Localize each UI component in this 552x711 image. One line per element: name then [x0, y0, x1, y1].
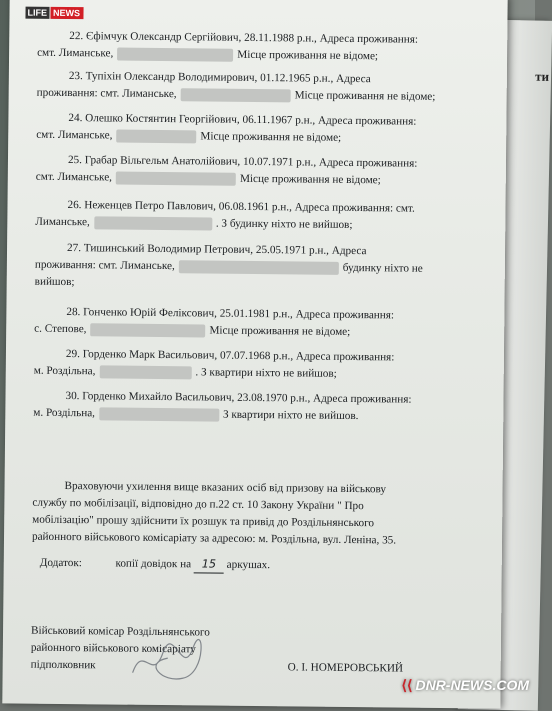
- entry-address: смт. Лиманське,: [36, 128, 113, 142]
- list-item: [6, 387, 496, 423]
- handwritten-signature: [122, 633, 213, 689]
- entry-line-2: [34, 363, 337, 383]
- entry-line-2: [34, 321, 350, 341]
- redaction-mark: [116, 171, 236, 185]
- redaction-mark: [116, 129, 196, 143]
- dnr-news-watermark: [402, 677, 529, 694]
- entry-status: Місце проживання не відоме;: [200, 130, 342, 144]
- watermark-logo-icon: ⟨⟨: [401, 677, 413, 693]
- signature-title-line-1: Військовий комісар Роздільнянського: [30, 624, 210, 639]
- attachment-label: Додаток:: [39, 556, 82, 570]
- attachment-text: копії довідок на: [115, 557, 192, 571]
- entry-address: м. Роздільна,: [33, 406, 96, 420]
- entry-line-1: 22. Єфімчук Олександр Сергійович, 28.11.1988 р.н., Адреса проживання:: [69, 30, 419, 46]
- list-item: [8, 151, 498, 187]
- list-item: [7, 239, 497, 289]
- entry-line-2: [36, 127, 341, 147]
- list-item: [9, 109, 499, 144]
- entry-status: . З будинку ніхто не вийшов;: [215, 217, 353, 232]
- body-line-4: районного військового комісаріату за адресою: м. Роздільна, вул. Леніна, 35.: [31, 530, 397, 547]
- attachment-text-end: аркушах.: [226, 558, 271, 572]
- redaction-mark: [99, 365, 191, 379]
- redaction-mark: [181, 88, 291, 102]
- entry-line-3: вийшов;: [34, 275, 75, 289]
- entry-line-2: [36, 169, 381, 190]
- list-item: [8, 196, 498, 232]
- entry-line-1: 28. Гонченко Юрій Феліксович, 25.01.1981 р.н., Адреса проживання:: [66, 306, 395, 322]
- list-item: [9, 27, 499, 63]
- entry-line-1: 27. Тишинський Володимир Петрович, 25.05.1971 р.н., Адреса: [66, 242, 367, 258]
- entry-address: проживання: смт. Лиманське,: [34, 258, 175, 273]
- redaction-mark: [117, 47, 233, 61]
- attachment-line: [40, 554, 271, 574]
- entry-status: . З квартири ніхто не вийшов;: [195, 366, 337, 380]
- signature-title-line-2: районного військового комісаріату: [30, 641, 196, 656]
- entry-line-2: [37, 85, 436, 106]
- entry-address: проживання: смт. Лиманське,: [36, 86, 177, 101]
- watermark-text: DNR-NEWS.COM: [415, 677, 529, 693]
- entry-line-1: 26. Неженцев Петро Павлович, 06.08.1961 р.н., Адреса проживання: смт.: [67, 199, 415, 215]
- entry-status: Місце проживання не відоме;: [237, 48, 379, 63]
- entry-line-2: [35, 257, 423, 278]
- entry-status: Місце проживання не відоме;: [209, 324, 351, 338]
- document-page: [2, 0, 507, 709]
- signature-rank: підполковник: [30, 658, 96, 672]
- entry-status: Місце проживання не відоме;: [294, 89, 436, 103]
- redaction-mark: [94, 216, 212, 230]
- body-line-2: службу по мобілізації, відповідно до п.22 ст. 10 Закону України " Про: [32, 496, 364, 513]
- entry-address: Лиманське,: [35, 215, 90, 229]
- attachment-count: 15: [194, 555, 224, 573]
- redaction-mark: [90, 323, 205, 337]
- body-line-1: Враховуючи ухилення вище вказаних осіб від призову на військову: [64, 480, 387, 496]
- entry-address: м. Роздільна,: [33, 364, 96, 378]
- entry-address: с. Степове,: [34, 322, 87, 336]
- entry-address: смт. Лиманське,: [37, 46, 114, 60]
- entry-line-1: 25. Грабар Вільгельм Анатолійович, 10.07.1971 р.н., Адреса проживання:: [67, 154, 418, 170]
- list-item: [6, 303, 496, 338]
- entry-line-1: 24. Олешко Костянтин Георгійович, 06.11.1967 р.н., Адреса проживання:: [68, 112, 417, 128]
- redaction-mark: [179, 260, 339, 275]
- list-item: [6, 345, 496, 380]
- entry-line-1: 23. Тупіхін Олександр Володимирович, 01.12.1965 р.н., Адреса: [68, 70, 371, 86]
- lifenews-logo: [25, 7, 83, 20]
- entry-status: З квартири ніхто не вийшов.: [222, 408, 359, 423]
- entry-line-2: [37, 45, 378, 66]
- redaction-mark: [99, 407, 219, 421]
- signatory-name: О. І. НОМЕРОВСЬКИЙ: [287, 661, 404, 675]
- list-item: [9, 67, 499, 103]
- logo-life-text: LIFE: [25, 7, 49, 19]
- entry-status: Місце проживання не відоме;: [239, 172, 381, 187]
- logo-news-text: NEWS: [50, 7, 83, 19]
- entry-status: будинку ніхто не: [342, 261, 423, 275]
- entry-line-1: 30. Горденко Михайло Васильович, 23.08.1970 р.н., Адреса проживання:: [65, 390, 412, 406]
- entry-line-2: [35, 214, 352, 234]
- body-line-3: мобілізацію" прошу здійснити їх розшук та привід до Роздільнянського: [32, 513, 375, 530]
- entry-line-1: 29. Горденко Марк Васильович, 07.07.1968 р.н., Адреса проживання:: [65, 348, 395, 364]
- entry-address: смт. Лиманське,: [35, 170, 113, 184]
- adjacent-sheet-text: ти: [535, 68, 550, 84]
- entry-line-2: [33, 405, 358, 425]
